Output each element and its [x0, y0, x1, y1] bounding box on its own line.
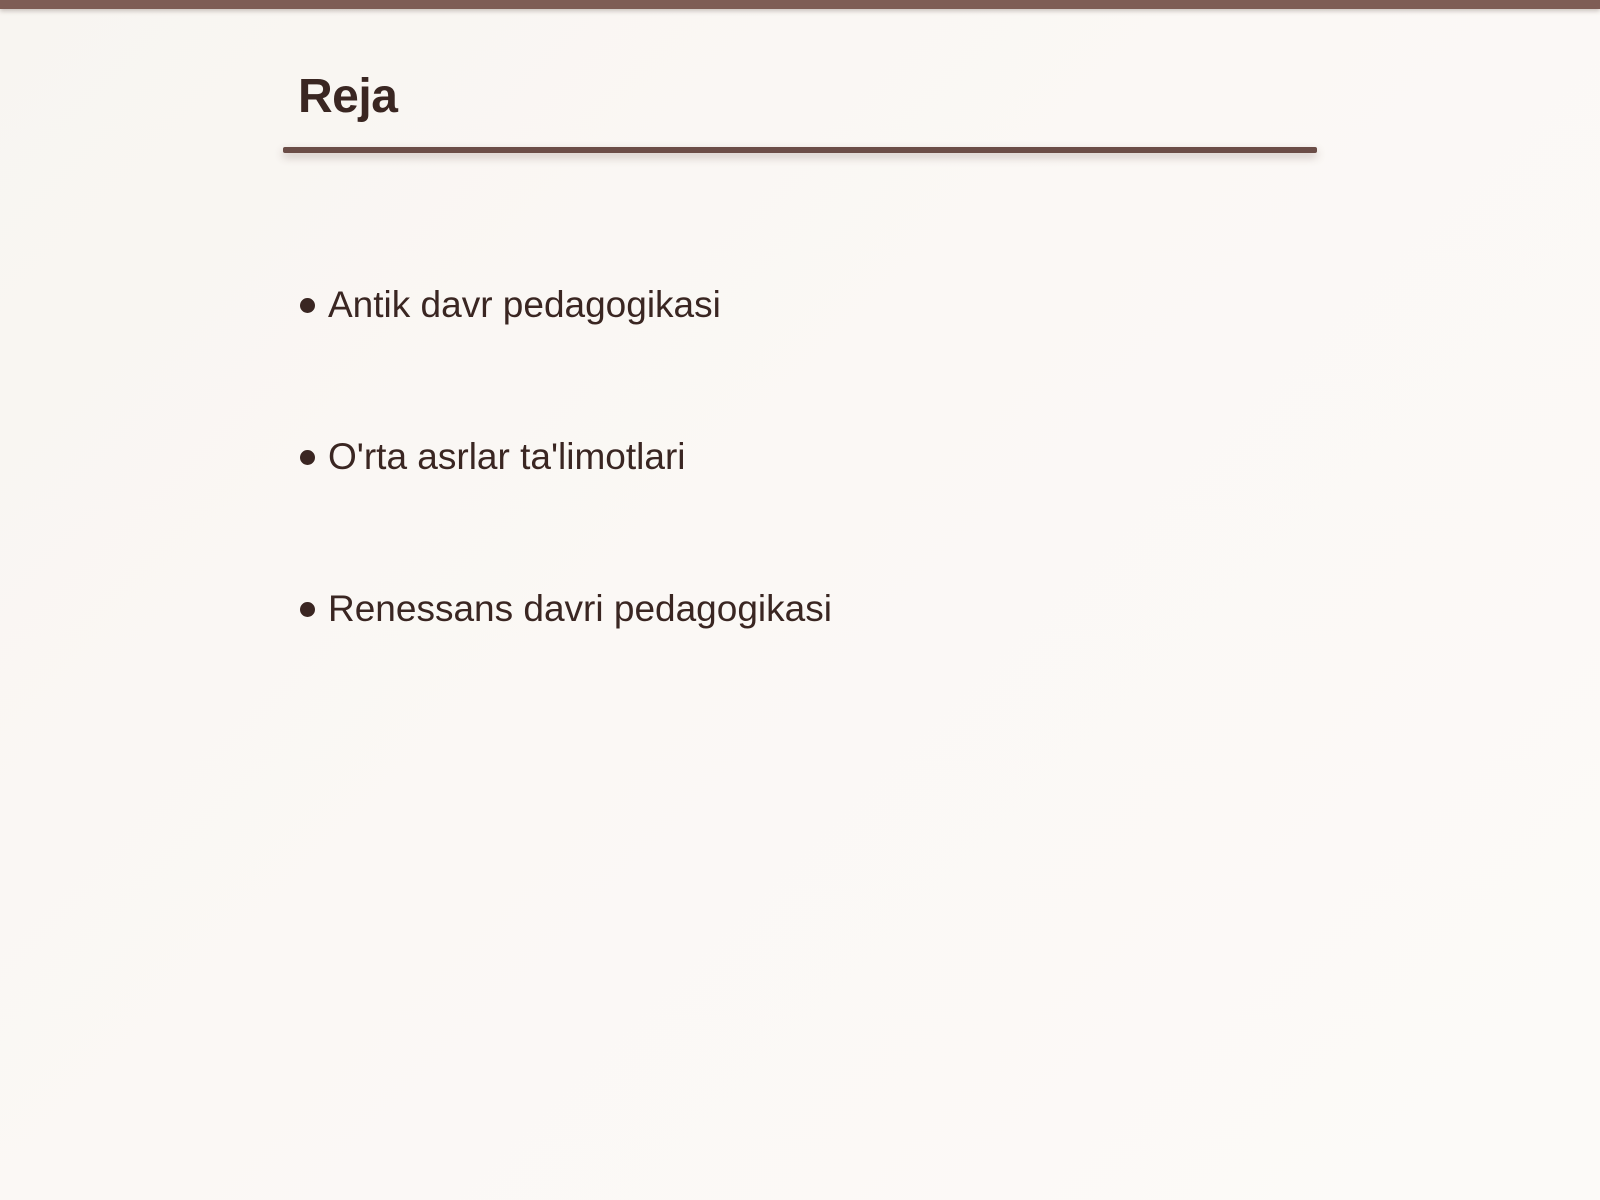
title-underline: [283, 147, 1317, 153]
bullet-item: [300, 435, 685, 479]
bullet-dot-icon: [300, 602, 315, 617]
bullet-dot-icon: [300, 450, 315, 465]
bullet-dot-icon: [300, 298, 315, 313]
bullet-text: O'rta asrlar ta'limotlari: [328, 436, 686, 477]
bullet-item: [300, 587, 832, 631]
bullet-item: [300, 283, 721, 327]
bullet-text: Renessans davri pedagogikasi: [328, 588, 832, 629]
slide-title: Reja: [298, 70, 398, 123]
bullet-text: Antik davr pedagogikasi: [328, 284, 721, 325]
